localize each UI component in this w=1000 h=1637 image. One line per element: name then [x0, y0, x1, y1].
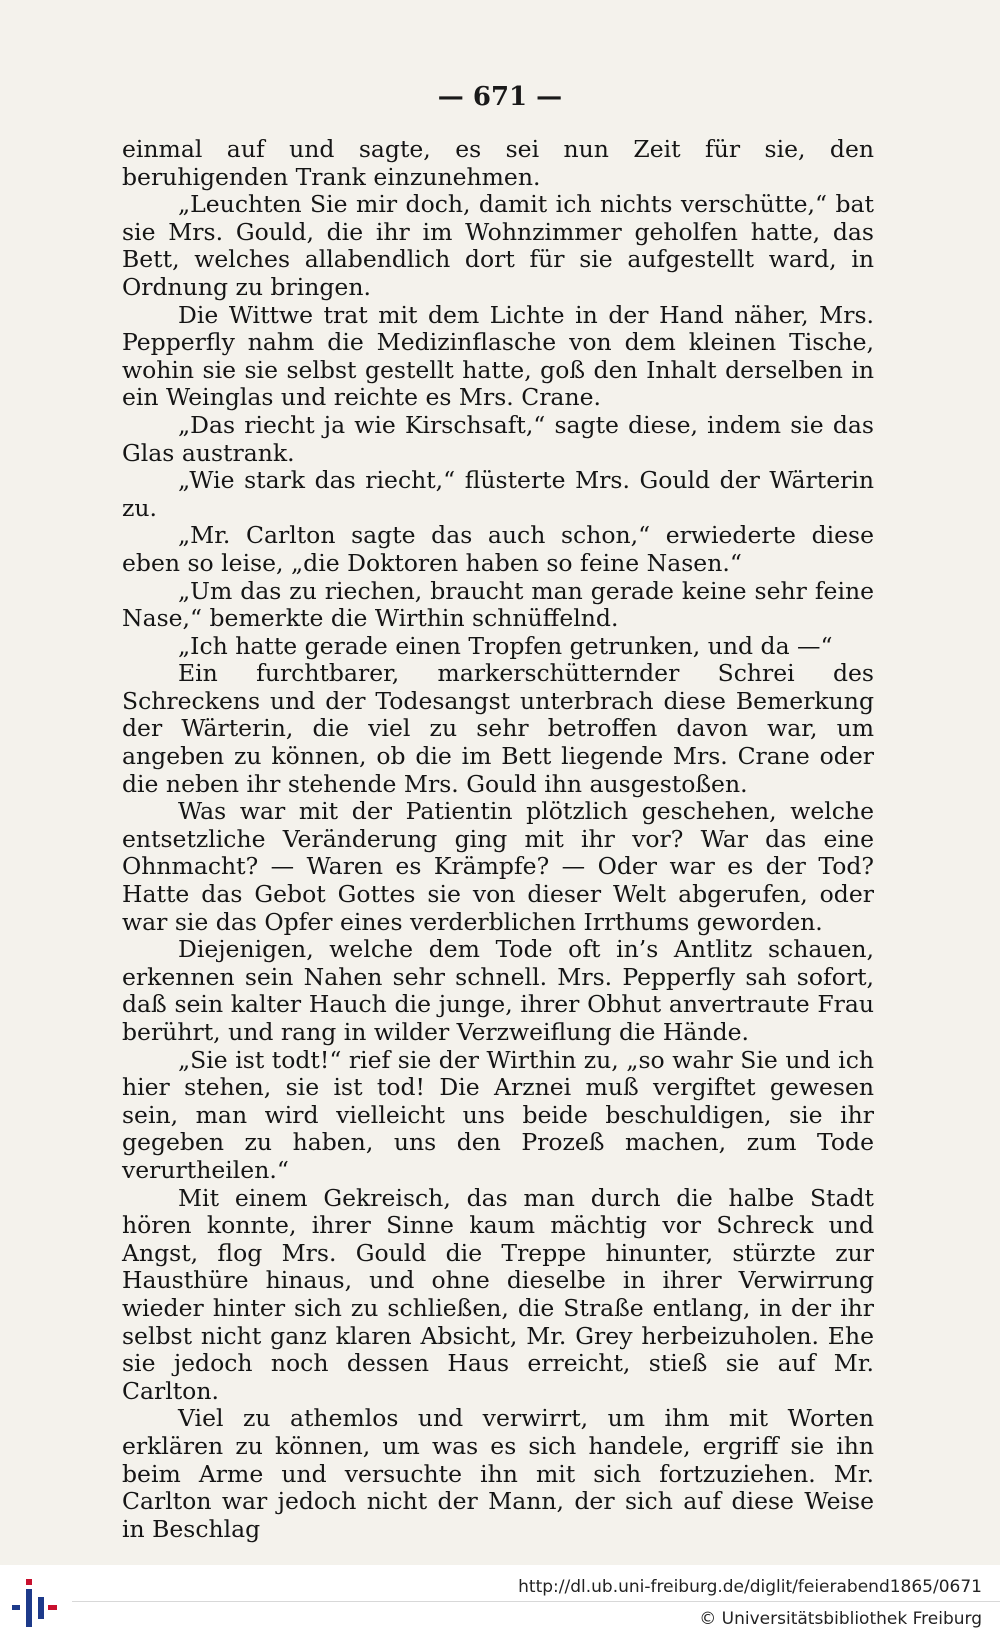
paragraph: einmal auf und sagte, es sei nun Zeit für sie, den beruhigenden Trank einzunehmen. — [122, 135, 874, 191]
permalink-url[interactable]: http://dl.ub.uni-freiburg.de/diglit/feierabend1865/0671 — [518, 1577, 982, 1597]
copyright-notice: © Universitätsbibliothek Freiburg — [699, 1609, 982, 1629]
paragraph: „Um das zu riechen, braucht man gerade keine sehr feine Nase,“ bemerkte die Wirthin schnüffelnd. — [122, 576, 874, 633]
footer — [0, 1565, 1000, 1637]
paragraph: „Ich hatte gerade einen Tropfen getrunken, und da —“ — [178, 631, 833, 660]
footer-divider — [72, 1601, 1000, 1602]
paragraph: Viel zu athemlos und verwirrt, um ihm mit Worten erklären zu können, um was es sich handele, ergriff sie ihn beim Arme und versuchte ihn mit sich fortzuziehen. Mr. Carlton war jedoch nicht der Mann, der sich auf diese Weise in Beschlag — [122, 1404, 874, 1543]
page-number: — 671 — — [437, 82, 563, 112]
paragraph: Die Wittwe trat mit dem Lichte in der Hand näher, Mrs. Pepperfly nahm die Medizinflasche von dem kleinen Tische, wohin sie sie selbst gestellt hatte, goß den Inhalt derselben in ein Weinglas und reichte es Mrs. Crane. — [122, 300, 874, 412]
paragraph: Was war mit der Patientin plötzlich geschehen, welche entsetzliche Veränderung ging mit ihr vor? War das eine Ohnmacht? — Waren es Krämpfe? — Oder war es der Tod? Hatte das Gebot Gottes sie von dieser Welt abgerufen, oder war sie das Opfer eines verderblichen Irrthums geworden. — [122, 797, 874, 936]
body-text — [122, 136, 874, 1543]
paragraph: Diejenigen, welche dem Tode oft in’s Antlitz schauen, erkennen sein Nahen sehr schnell. Mrs. Pepperfly sah sofort, daß sein kalter Hauch die junge, ihrer Obhut anvertraute Frau berührt, und rang in wilder Verzweiflung die Hände. — [122, 935, 874, 1046]
ub-freiburg-logo-icon — [8, 1575, 60, 1631]
paragraph: „Leuchten Sie mir doch, damit ich nichts verschütte,“ bat sie Mrs. Gould, die ihr im Wohnzimmer geholfen hatte, das Bett, welches allabendlich dort für sie aufgestellt ward, in Ordnung zu bringen. — [122, 190, 874, 301]
paragraph: „Sie ist todt!“ rief sie der Wirthin zu, „so wahr Sie und ich hier stehen, sie ist tod! Die Arznei muß vergiftet gewesen sein, man wird vielleicht uns beide beschuldigen, sie ihr gegeben zu haben, uns den Prozeß machen, zum Tode verurtheilen.“ — [122, 1045, 874, 1184]
paragraph: Mit einem Gekreisch, das man durch die halbe Stadt hören konnte, ihrer Sinne kaum mächtig vor Schreck und Angst, flog Mrs. Gould die Treppe hinunter, stürzte zur Hausthüre hinaus, und ohne dieselbe in ihrer Verwirrung wieder hinter sich zu schließen, die Straße entlang, in der ihr selbst nicht ganz klaren Absicht, Mr. Grey herbeizuholen. Ehe sie jedoch noch dessen Haus erreicht, stieß sie auf Mr. Carlton. — [122, 1183, 874, 1405]
paragraph: „Das riecht ja wie Kirschsaft,“ sagte diese, indem sie das Glas austrank. — [122, 410, 874, 467]
paragraph: Ein furchtbarer, markerschütternder Schrei des Schreckens und der Todesangst unterbrach diese Bemerkung der Wärterin, die viel zu sehr betroffen davon war, um angeben zu können, ob die im Bett liegende Mrs. Crane oder die neben ihr stehende Mrs. Gould ihn ausgestoßen. — [122, 659, 874, 798]
paragraph: „Wie stark das riecht,“ flüsterte Mrs. Gould der Wärterin zu. — [122, 466, 874, 522]
paragraph: „Mr. Carlton sagte das auch schon,“ erwiederte diese eben so leise, „die Doktoren haben so feine Nasen.“ — [122, 521, 874, 577]
